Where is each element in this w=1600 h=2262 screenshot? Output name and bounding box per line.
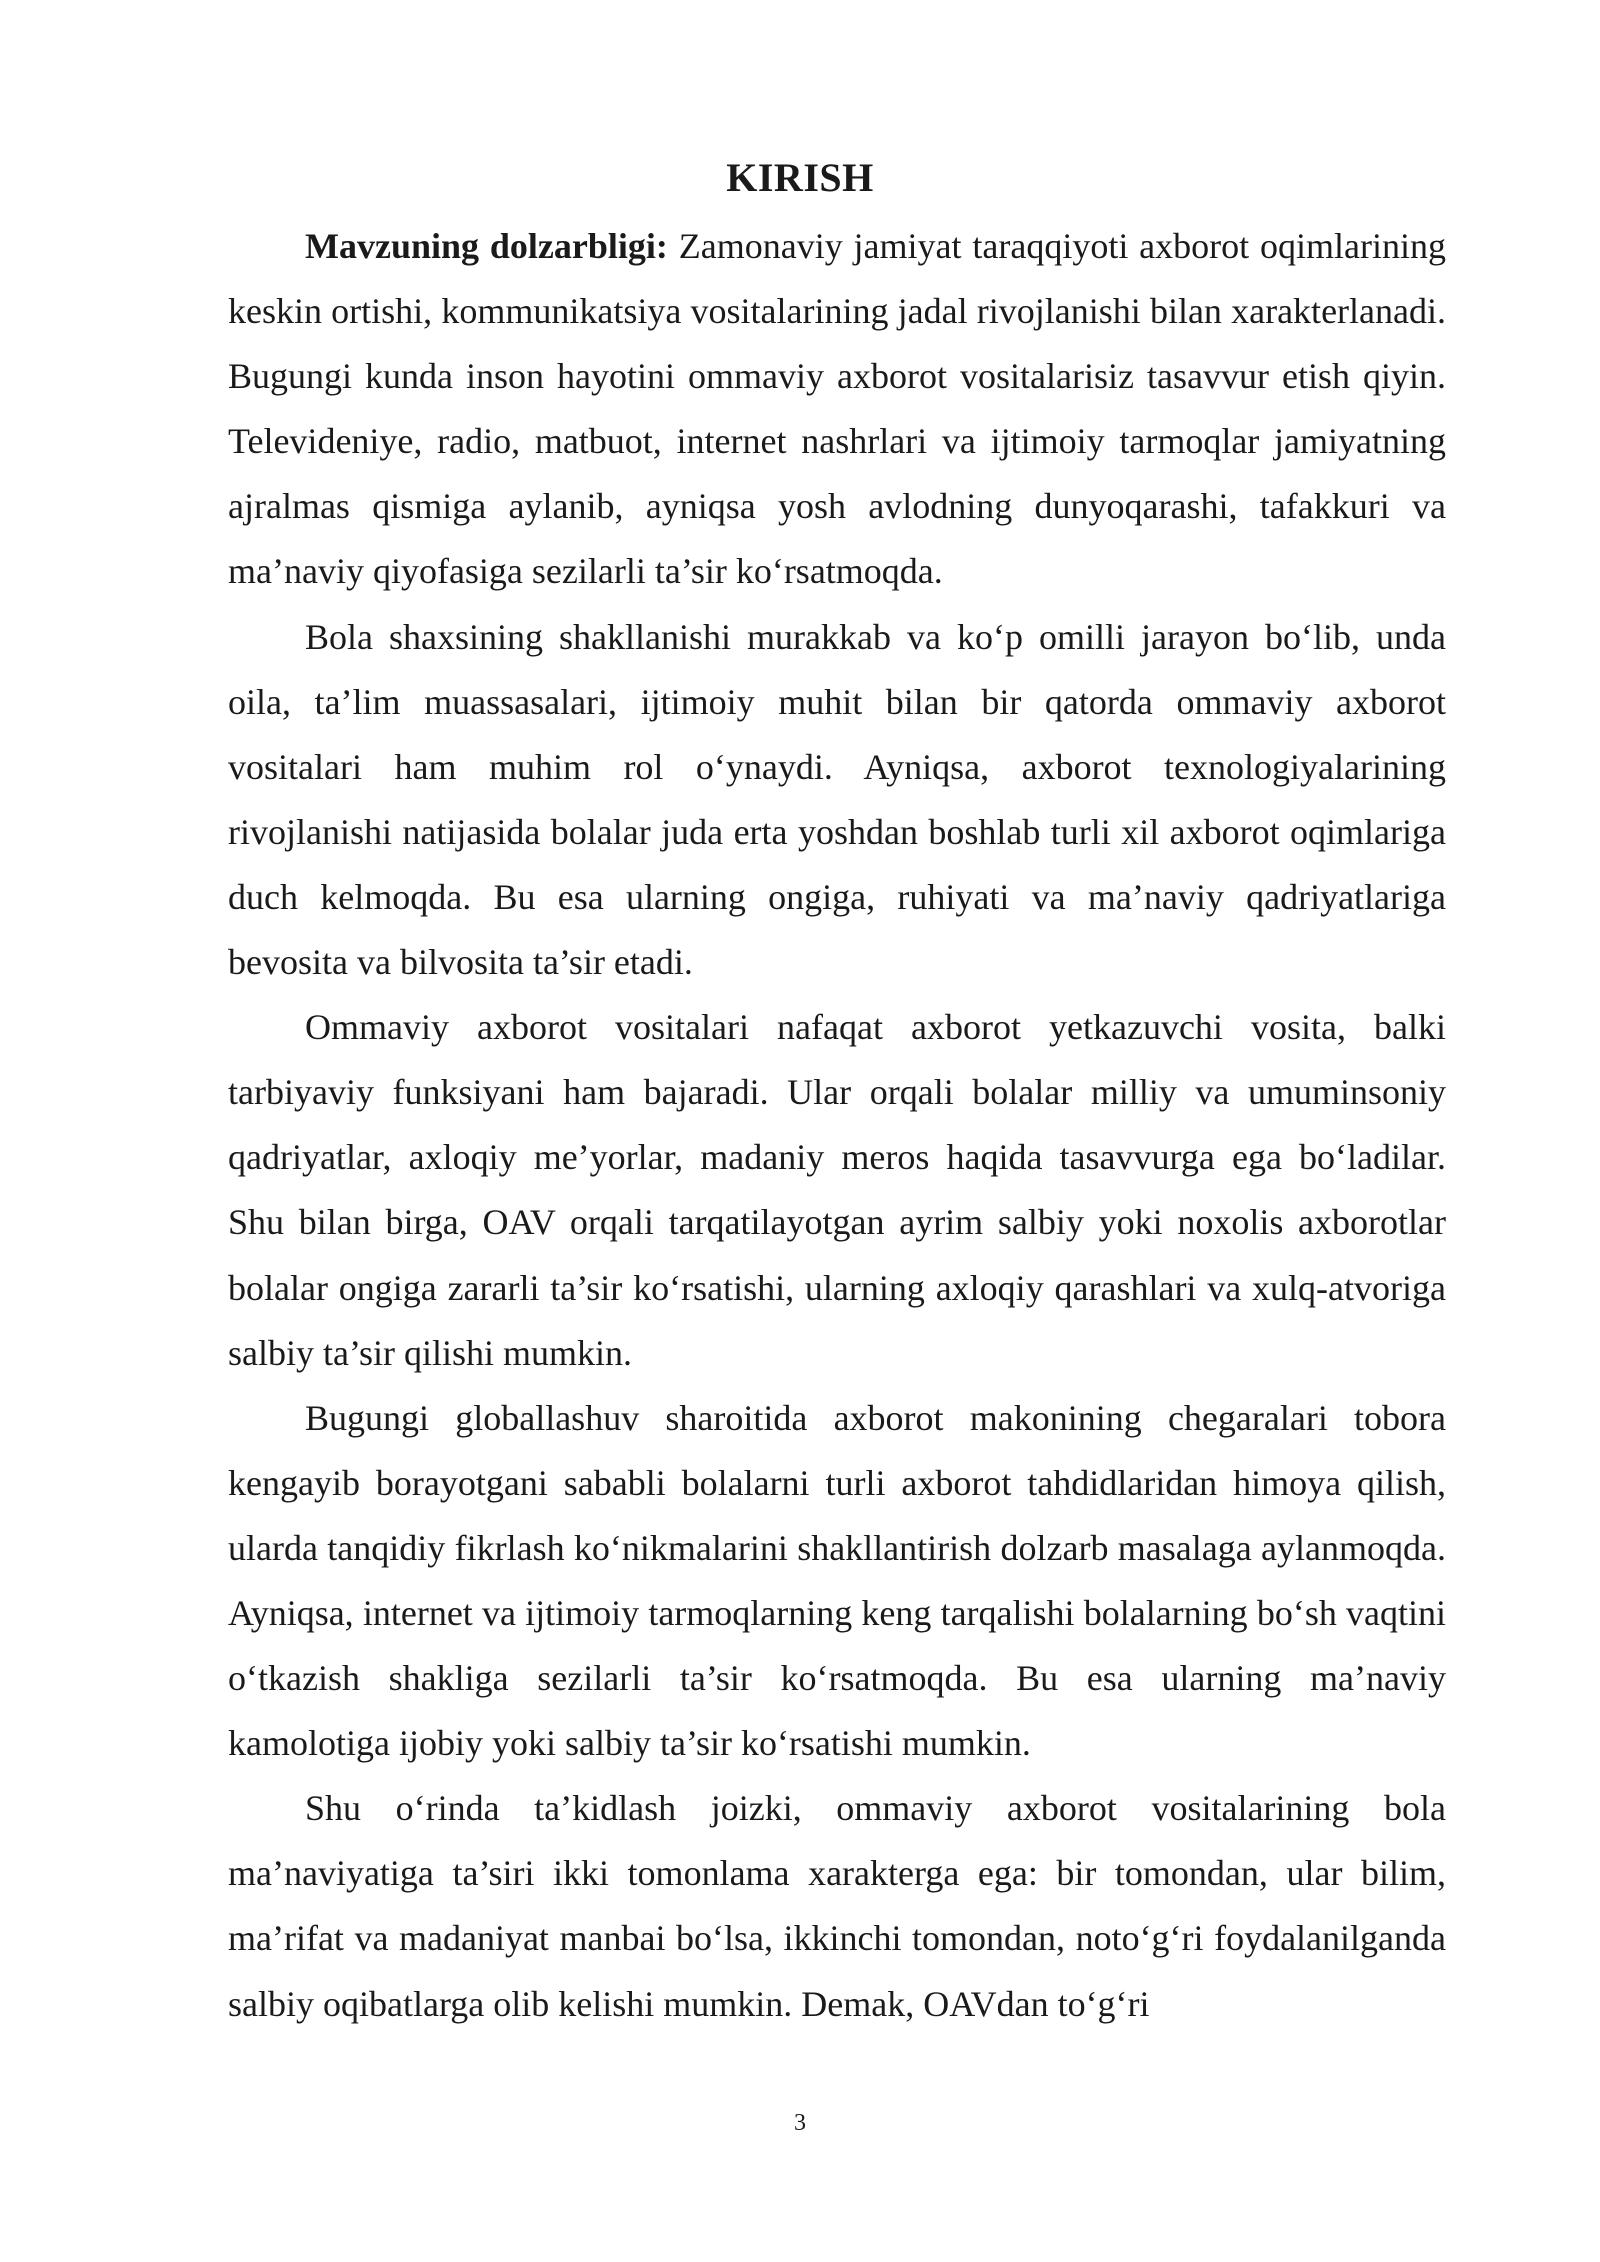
paragraph: Bugungi globallashuv sharoitida axborot makonining chegaralari tobora kengayib borayotgani sababli bolalarni turli axborot tahdidlaridan himoya qilish, ularda tanqidiy fikrlash ko‘nikmalarini shakllantirish dolzarb masalaga aylanmoqda. Ayniqsa, internet va ijtimoiy tarmoqlarning keng tarqalishi bolalarning bo‘sh vaqtini o‘tkazish shakliga sezilarli ta’sir ko‘rsatmoqda. Bu esa ularning ma’naviy kamolotiga ijobiy yoki salbiy ta’sir ko‘rsatishi mumkin. [228,1397,1446,1764]
page-heading: KIRISH [726,155,874,200]
paragraph: Ommaviy axborot vositalari nafaqat axborot yetkazuvchi vosita, balki tarbiyaviy funksiyani ham bajaradi. Ular orqali bolalar milliy va umuminsoniy qadriyatlar, axloqiy me’yorlar, madaniy meros haqida tasavvurga ega bo‘ladilar. Shu bilan birga, OAV orqali tarqatilayotgan ayrim salbiy yoki noxolis axborotlar bolalar ongiga zararli ta’sir ko‘rsatishi, ularning axloqiy qarashlari va xulq-atvoriga salbiy ta’sir qilishi mumkin. [228,1007,1446,1373]
body-text [228,214,1446,2037]
paragraph: Shu o‘rinda ta’kidlash joizki, ommaviy axborot vositalarining bola ma’naviyatiga ta’siri ikki tomonlama xarakterga ega: bir tomondan, ular bilim, ma’rifat va madaniyat manbai bo‘lsa, ikkinchi tomondan, noto‘g‘ri foydalanilganda salbiy oqibatlarga olib kelishi mumkin. Demak, OAVdan to‘g‘ri [228,1788,1446,2024]
paragraph-lead: Mavzuning dolzarbligi: [305,226,668,266]
paragraph-relevance [228,214,1446,605]
page-number: 3 [794,2110,806,2136]
paragraph-text: Zamonaviy jamiyat taraqqiyoti axborot oqimlarining keskin ortishi, kommunikatsiya vositalarining jadal rivojlanishi bilan xarakterlanadi. Bugungi kunda inson hayotini ommaviy axborot vositalarisiz tasavvur etish qiyin. Televideniye, radio, matbuot, internet nashrlari va ijtimoiy tarmoqlar jamiyatning ajralmas qismiga aylanib, ayniqsa yosh avlodning dunyoqarashi, tafakkuri va ma’naviy qiyofasiga sezilarli ta’sir ko‘rsatmoqda. [228,226,1446,592]
paragraph: Bola shaxsining shakllanishi murakkab va ko‘p omilli jarayon bo‘lib, unda oila, ta’lim muassasalari, ijtimoiy muhit bilan bir qatorda ommaviy axborot vositalari ham muhim rol o‘ynaydi. Ayniqsa, axborot texnologiyalarining rivojlanishi natijasida bolalar juda erta yoshdan boshlab turli xil axborot oqimlariga duch kelmoqda. Bu esa ularning ongiga, ruhiyati va ma’naviy qadriyatlariga bevosita va bilvosita ta’sir etadi. [228,616,1446,983]
